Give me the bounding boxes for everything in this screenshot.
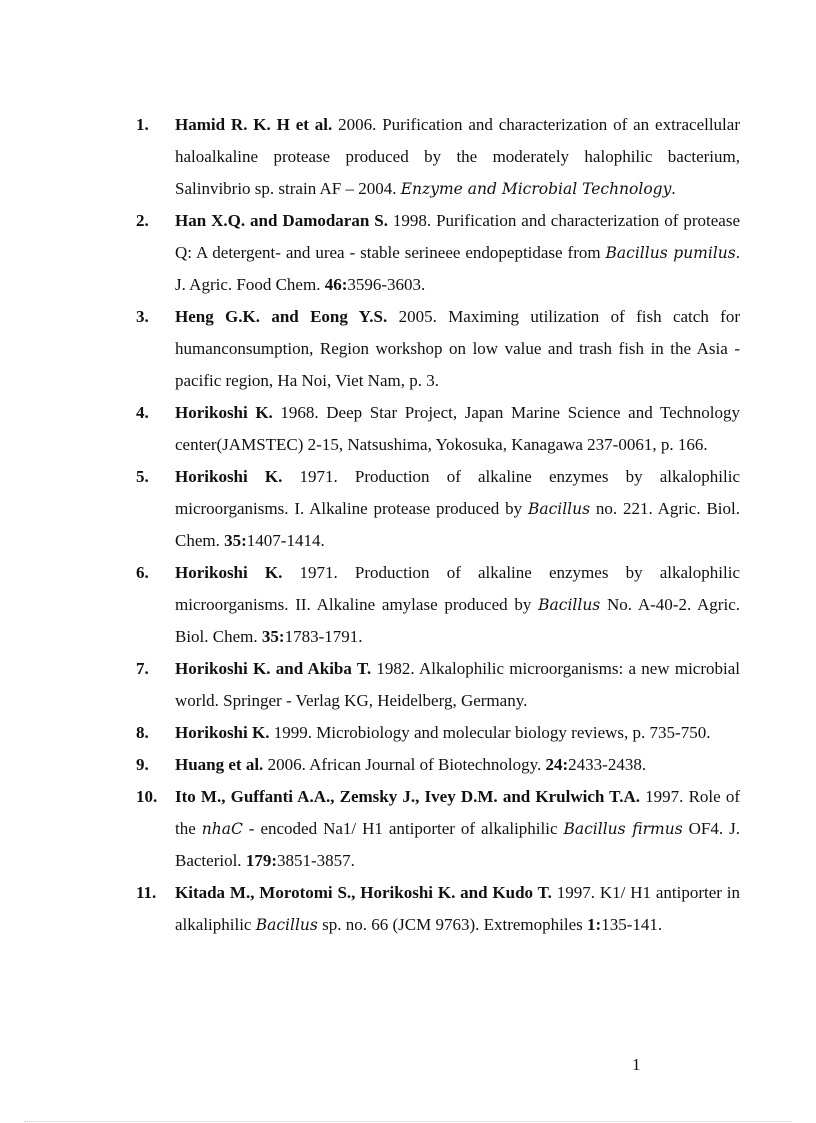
reference-species: Bacillus — [527, 500, 591, 518]
reference-text: Huang et al. 2006. African Journal of Biotechnology. 24:2433-2438. — [175, 755, 647, 774]
reference-gene: nhaC — [201, 820, 243, 838]
reference-volume: 1: — [587, 915, 602, 934]
reference-authors: Horikoshi K. — [175, 467, 283, 486]
reference-species: Bacillus firmus — [563, 820, 683, 838]
reference-number: 2. — [136, 211, 149, 230]
reference-volume: 24: — [545, 755, 569, 774]
reference-number: 10. — [136, 787, 158, 806]
reference-authors: Han X.Q. and Damodaran S. — [175, 211, 388, 230]
reference-authors: Horikoshi K. — [175, 403, 273, 422]
reference-authors: Horikoshi K. — [175, 723, 270, 742]
reference-item — [136, 749, 740, 781]
reference-number: 7. — [136, 659, 149, 678]
reference-item — [136, 877, 740, 941]
reference-text: Horikoshi K. and Akiba T. 1982. Alkalophilic microorganisms: a new microbial world. Springer - Verlag KG, Heidelberg, Germany. — [175, 659, 740, 710]
reference-volume: 179: — [245, 851, 277, 870]
reference-number: 8. — [136, 723, 149, 742]
reference-species: Bacillus pumilus — [605, 244, 736, 262]
reference-item — [136, 301, 740, 397]
reference-text: Horikoshi K. 1971. Production of alkaline enzymes by alkalophilic microorganisms. II. Alkaline amylase produced by Bacillus No. A-40-2. Agric. Biol. Chem. 35:1783-1791. — [175, 563, 740, 646]
reference-number: 3. — [136, 307, 149, 326]
reference-journal: Enzyme and Microbial Technology — [400, 180, 672, 198]
reference-authors: Kitada M., Morotomi S., Horikoshi K. and Kudo T. — [175, 883, 552, 902]
reference-number: 9. — [136, 755, 149, 774]
page-bottom-rule — [24, 1121, 792, 1122]
reference-item — [136, 205, 740, 301]
reference-item — [136, 653, 740, 717]
reference-item — [136, 109, 740, 205]
reference-volume: 35: — [261, 627, 285, 646]
reference-number: 1. — [136, 115, 149, 134]
reference-text: Horikoshi K. 1999. Microbiology and molecular biology reviews, p. 735-750. — [175, 723, 711, 742]
reference-authors: Ito M., Guffanti A.A., Zemsky J., Ivey D.M. and Krulwich T.A. — [175, 787, 641, 806]
reference-item — [136, 461, 740, 557]
reference-text: Han X.Q. and Damodaran S. 1998. Purification and characterization of protease Q: A detergent- and urea - stable serineee endopeptidase from Bacillus pumilus. J. Agric. Food Chem. 46:3596-3603. — [175, 211, 740, 294]
reference-text: Horikoshi K. 1971. Production of alkaline enzymes by alkalophilic microorganisms. I. Alkaline protease produced by Bacillus no. 221. Agric. Biol. Chem. 35:1407-1414. — [175, 467, 740, 550]
reference-authors: Hamid R. K. H et al. — [175, 115, 333, 134]
reference-species: Bacillus — [255, 916, 318, 934]
reference-text: Kitada M., Morotomi S., Horikoshi K. and Kudo T. 1997. K1/ H1 antiporter in alkaliphilic Bacillus sp. no. 66 (JCM 9763). Extremophiles 1:135-141. — [175, 883, 740, 934]
reference-text: Horikoshi K. 1968. Deep Star Project, Japan Marine Science and Technology center(JAMSTEC) 2-15, Natsushima, Yokosuka, Kanagawa 237-0061, p. 166. — [175, 403, 740, 454]
reference-text: Heng G.K. and Eong Y.S. 2005. Maximing utilization of fish catch for humanconsumption, Region workshop on low value and trash fish in the Asia - pacific region, Ha Noi, Viet Nam, p. 3. — [175, 307, 740, 390]
page-number: 1 — [632, 1055, 641, 1074]
reference-item — [136, 397, 740, 461]
reference-text: Ito M., Guffanti A.A., Zemsky J., Ivey D.M. and Krulwich T.A. 1997. Role of the nhaC - encoded Na1/ H1 antiporter of alkaliphilic Bacillus firmus OF4. J. Bacteriol. 179:3851-3857. — [175, 787, 740, 870]
reference-volume: 46: — [324, 275, 348, 294]
reference-list — [136, 109, 740, 941]
reference-number: 5. — [136, 467, 149, 486]
reference-number: 6. — [136, 563, 149, 582]
reference-text: Hamid R. K. H et al. 2006. Purification and characterization of an extracellular haloalkaline protease produced by the moderately halophilic bacterium, Salinvibrio sp. strain AF – 2004. Enzyme and Microbial Technology. — [175, 115, 740, 198]
reference-number: 4. — [136, 403, 149, 422]
reference-item — [136, 717, 740, 749]
reference-item — [136, 557, 740, 653]
reference-item — [136, 781, 740, 877]
reference-authors: Horikoshi K. and Akiba T. — [175, 659, 372, 678]
reference-species: Bacillus — [538, 596, 601, 614]
reference-authors: Huang et al. — [175, 755, 264, 774]
reference-authors: Horikoshi K. — [175, 563, 283, 582]
reference-volume: 35: — [224, 531, 247, 550]
reference-authors: Heng G.K. and Eong Y.S. — [175, 307, 388, 326]
reference-number: 11. — [136, 883, 157, 902]
